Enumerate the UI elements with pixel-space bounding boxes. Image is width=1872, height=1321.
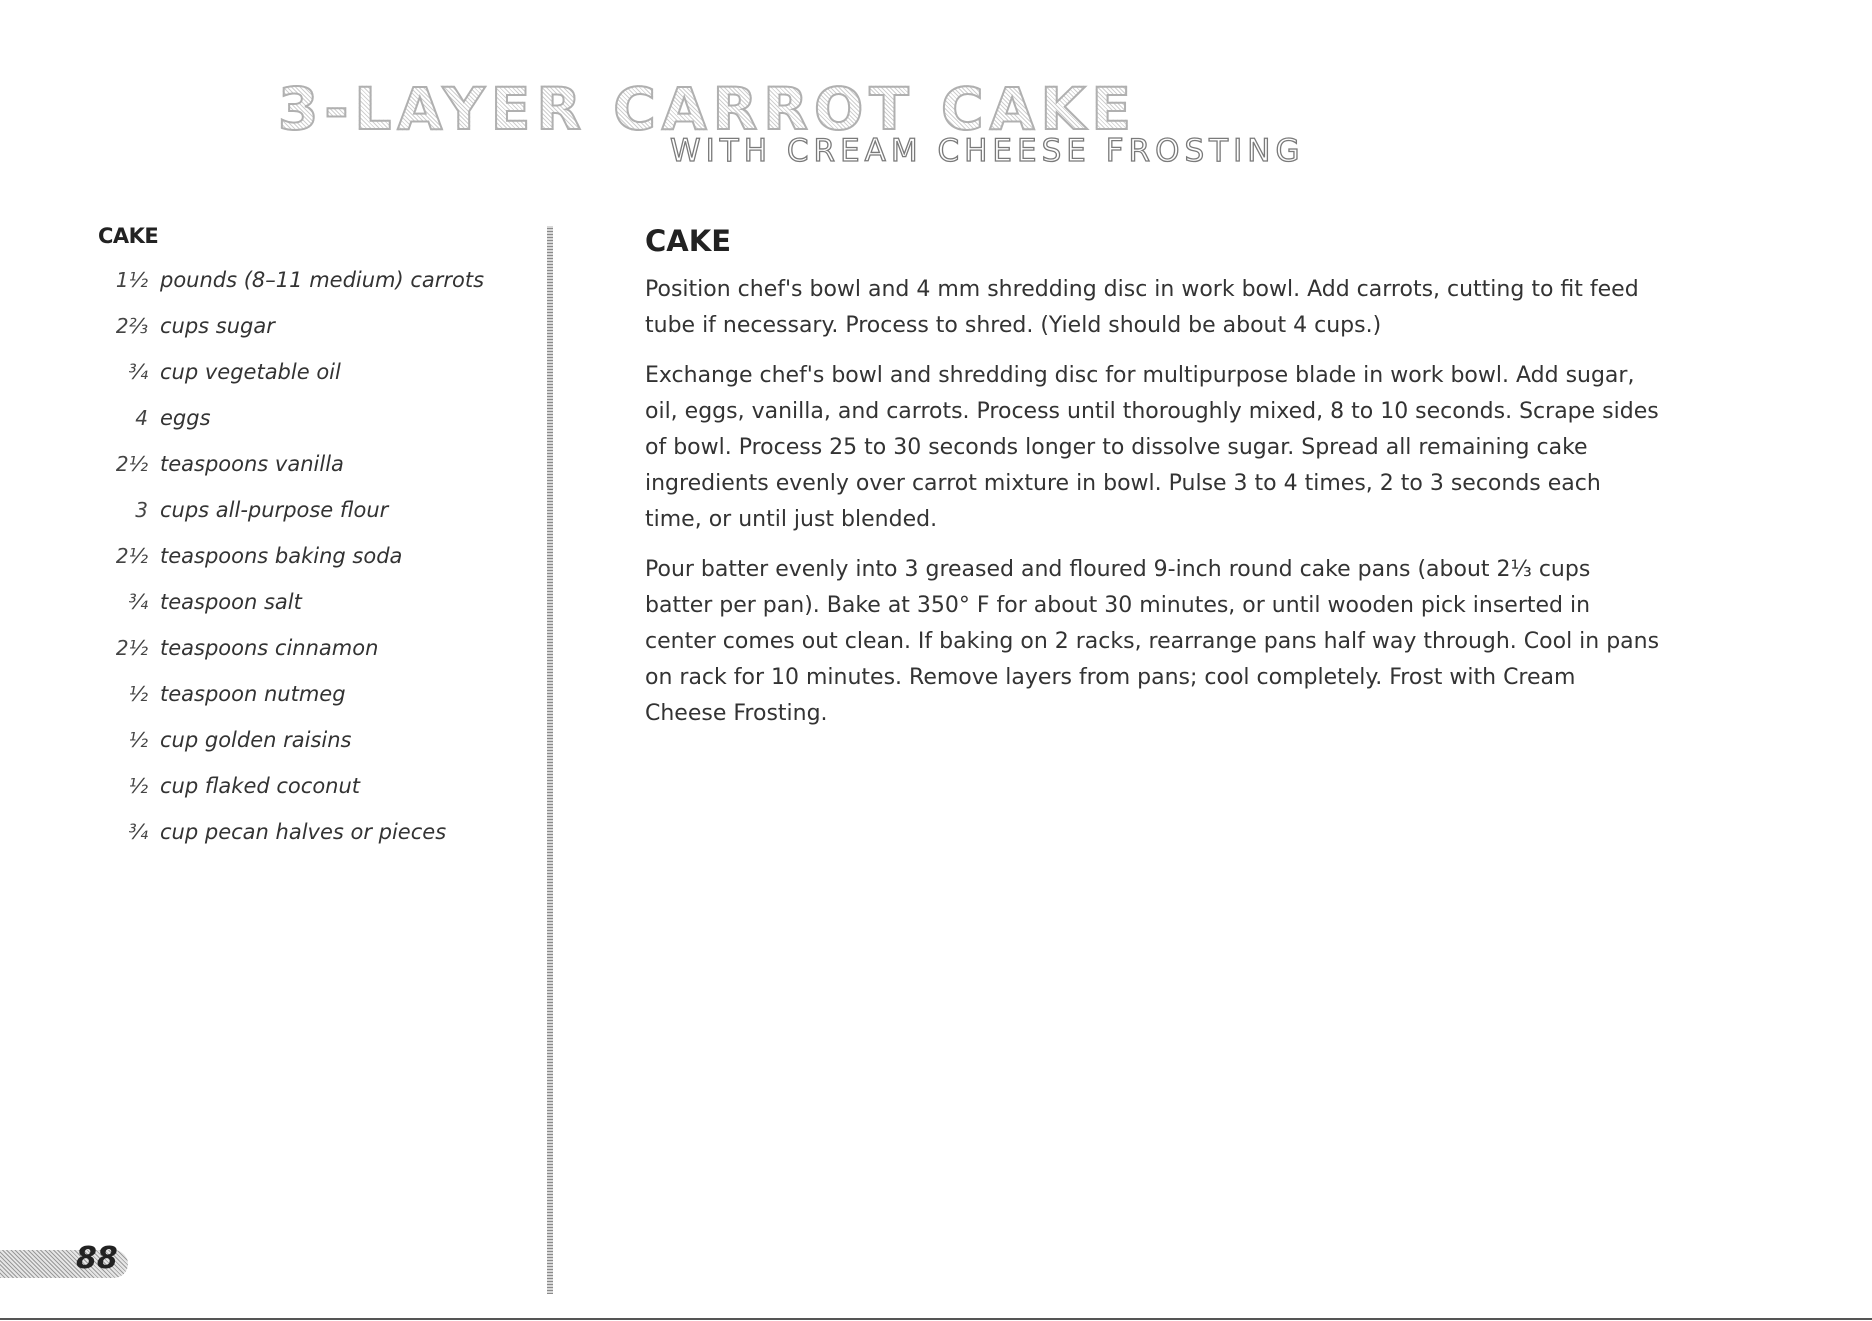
ingredient-name: cup flaked coconut (160, 774, 361, 798)
ingredient-name: pounds (8–11 medium) carrots (160, 268, 485, 292)
instruction-paragraph: Pour batter evenly into 3 greased and floured 9-inch round cake pans (about 2⅓ cups batter per pan). Bake at 350° F for about 30 minutes, or until wooden pick inserted in center comes out clean. If baking on 2 racks, rearrange pans half way through. Cool in pans on rack for 10 minutes. Remove layers from pans; cool completely. Frost with Cream Cheese Frosting. (645, 557, 1660, 726)
ingredient-row (90, 682, 484, 728)
ingredient-quantity: 3 (135, 498, 148, 522)
ingredient-quantity: ½ (128, 682, 148, 706)
ingredient-quantity: ¾ (128, 590, 148, 614)
ingredient-quantity: ¾ (128, 360, 148, 384)
ingredient-name: cup golden raisins (160, 728, 352, 752)
ingredient-quantity: 2⅔ (115, 314, 148, 338)
column-divider (547, 226, 553, 1294)
ingredient-row (90, 452, 484, 498)
ingredient-row (90, 314, 484, 360)
ingredient-name: teaspoons cinnamon (160, 636, 379, 660)
ingredient-row (90, 774, 484, 820)
ingredients-heading: CAKE (98, 224, 159, 248)
recipe-subtitle: WITH CREAM CHEESE FROSTING (670, 133, 1305, 169)
ingredient-name: teaspoons vanilla (160, 452, 344, 476)
instruction-paragraph: Position chef's bowl and 4 mm shredding disc in work bowl. Add carrots, cutting to fit feed tube if necessary. Process to shred. (Yield should be about 4 cups.) (645, 277, 1639, 338)
ingredient-row (90, 268, 484, 314)
ingredients-list (90, 268, 484, 866)
ingredient-name: cup pecan halves or pieces (160, 820, 447, 844)
instructions-heading: CAKE (645, 224, 732, 258)
ingredient-row (90, 360, 484, 406)
ingredient-quantity: 4 (135, 406, 148, 430)
ingredient-row (90, 590, 484, 636)
ingredient-name: cups sugar (160, 314, 275, 338)
instruction-paragraph: Exchange chef's bowl and shredding disc for multipurpose blade in work bowl. Add sugar, oil, eggs, vanilla, and carrots. Process until thoroughly mixed, 8 to 10 seconds. Scrape sides of bowl. Process 25 to 30 seconds longer to dissolve sugar. Spread all remaining cake ingredients evenly over carrot mixture in bowl. Pulse 3 to 4 times, 2 to 3 seconds each time, or until just blended. (645, 363, 1659, 532)
ingredient-row (90, 498, 484, 544)
ingredient-row (90, 636, 484, 682)
page-number: 88 (76, 1241, 118, 1276)
ingredient-name: cup vegetable oil (160, 360, 341, 384)
recipe-title: 3-LAYER CARROT CAKE (278, 75, 1138, 143)
ingredient-quantity: 2½ (115, 452, 148, 476)
ingredient-name: teaspoons baking soda (160, 544, 403, 568)
ingredient-quantity: 2½ (115, 636, 148, 660)
ingredient-row (90, 544, 484, 590)
ingredient-quantity: 1½ (115, 268, 148, 292)
ingredient-quantity: ½ (128, 728, 148, 752)
ingredient-quantity: ¾ (128, 820, 148, 844)
bottom-rule (0, 1318, 1872, 1320)
ingredient-name: teaspoon salt (160, 590, 302, 614)
ingredient-quantity: ½ (128, 774, 148, 798)
ingredient-name: teaspoon nutmeg (160, 682, 346, 706)
ingredient-row (90, 820, 484, 866)
ingredient-row (90, 406, 484, 452)
ingredient-name: eggs (160, 406, 211, 430)
ingredient-quantity: 2½ (115, 544, 148, 568)
ingredient-row (90, 728, 484, 774)
ingredient-name: cups all-purpose flour (160, 498, 389, 522)
instructions-body (645, 272, 1660, 746)
